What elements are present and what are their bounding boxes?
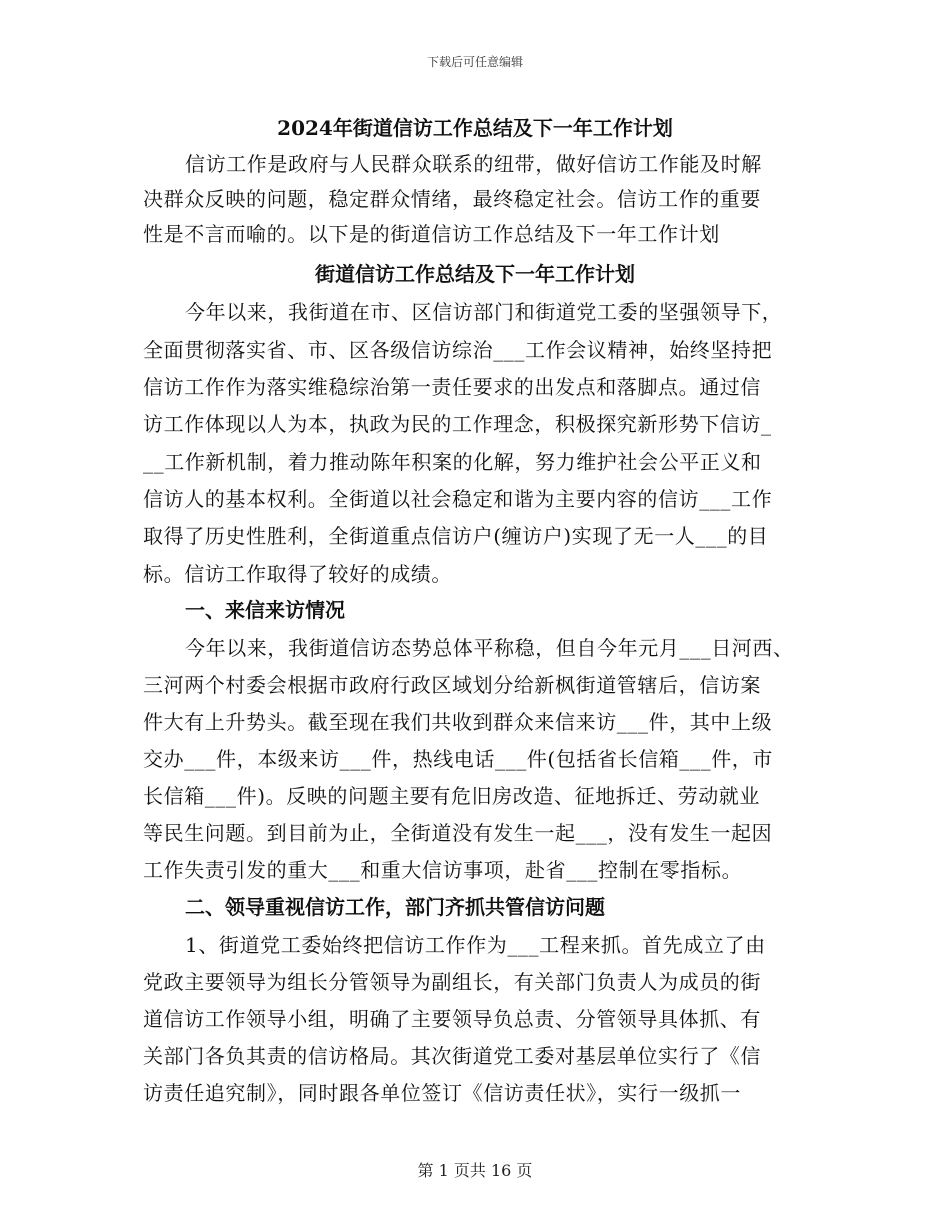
- text-line: 标。信访工作取得了较好的成绩。: [143, 562, 452, 586]
- text-line: 关部门各负其责的信访格局。其次街道党工委对基层单位实行了《信: [143, 1044, 761, 1068]
- text-line: 交办___件，本级来访___件，热线电话___件(包括省长信箱___件，市: [143, 747, 774, 771]
- text-line: 三河两个村委会根据市政府行政区域划分给新枫街道管辖后，信访案: [143, 673, 761, 697]
- text-line: 今年以来，我街道信访态势总体平称稳，但自今年元月___日河西、: [185, 636, 794, 660]
- text-line: 件大有上升势头。截至现在我们共收到群众来信来访___件，其中上级: [143, 710, 773, 734]
- text-line: 决群众反映的问题，稳定群众情绪，最终稳定社会。信访工作的重要: [143, 187, 761, 211]
- text-line: 取得了历史性胜利，全街道重点信访户(缠访户)实现了无一人___的目: [143, 524, 769, 548]
- document-subtitle: 街道信访工作总结及下一年工作计划: [315, 262, 635, 286]
- text-line: 1、街道党工委始终把信访工作作为___工程来抓。首先成立了由: [185, 933, 766, 957]
- text-line: 访工作体现以人为本，执政为民的工作理念，积极探究新形势下信访_: [143, 412, 772, 436]
- text-line: 访责任追究制》，同时跟各单位签订《信访责任状》，实行一级抓一: [143, 1081, 741, 1105]
- text-line: 等民生问题。到目前为止，全街道没有发生一起___，没有发生一起因: [143, 821, 773, 845]
- header-note: 下载后可任意编辑: [426, 55, 523, 69]
- text-line: 党政主要领导为组长分管领导为副组长，有关部门负责人为成员的街: [143, 970, 761, 994]
- text-line: 信访工作作为落实维稳综治第一责任要求的出发点和落脚点。通过信: [143, 375, 761, 399]
- text-line: 性是不言而喻的。以下是的街道信访工作总结及下一年工作计划: [143, 222, 720, 246]
- section-heading-2: 二、领导重视信访工作，部门齐抓共管信访问题: [185, 895, 605, 919]
- text-line: 全面贯彻落实省、市、区各级信访综治___工作会议精神，始终坚持把: [143, 338, 773, 362]
- page-footer: 第 1 页共 16 页: [417, 1161, 533, 1180]
- text-line: 长信箱___件)。反映的问题主要有危旧房改造、征地拆迁、劳动就业: [143, 784, 761, 808]
- document-title: 2024年街道信访工作总结及下一年工作计划: [277, 116, 673, 140]
- text-line: 工作失责引发的重大___和重大信访事项，赴省___控制在零指标。: [143, 858, 743, 882]
- text-line: 信访工作是政府与人民群众联系的纽带，做好信访工作能及时解: [185, 152, 762, 176]
- text-line: __工作新机制，着力推动陈年积案的化解，努力维护社会公平正义和: [143, 450, 762, 474]
- text-line: 今年以来，我街道在市、区信访部门和街道党工委的坚强领导下，: [185, 300, 783, 324]
- text-line: 信访人的基本权利。全街道以社会稳定和谐为主要内容的信访___工作: [143, 487, 773, 511]
- text-line: 道信访工作领导小组，明确了主要领导负总责、分管领导具体抓、有: [143, 1007, 761, 1031]
- section-heading-1: 一、来信来访情况: [185, 598, 345, 622]
